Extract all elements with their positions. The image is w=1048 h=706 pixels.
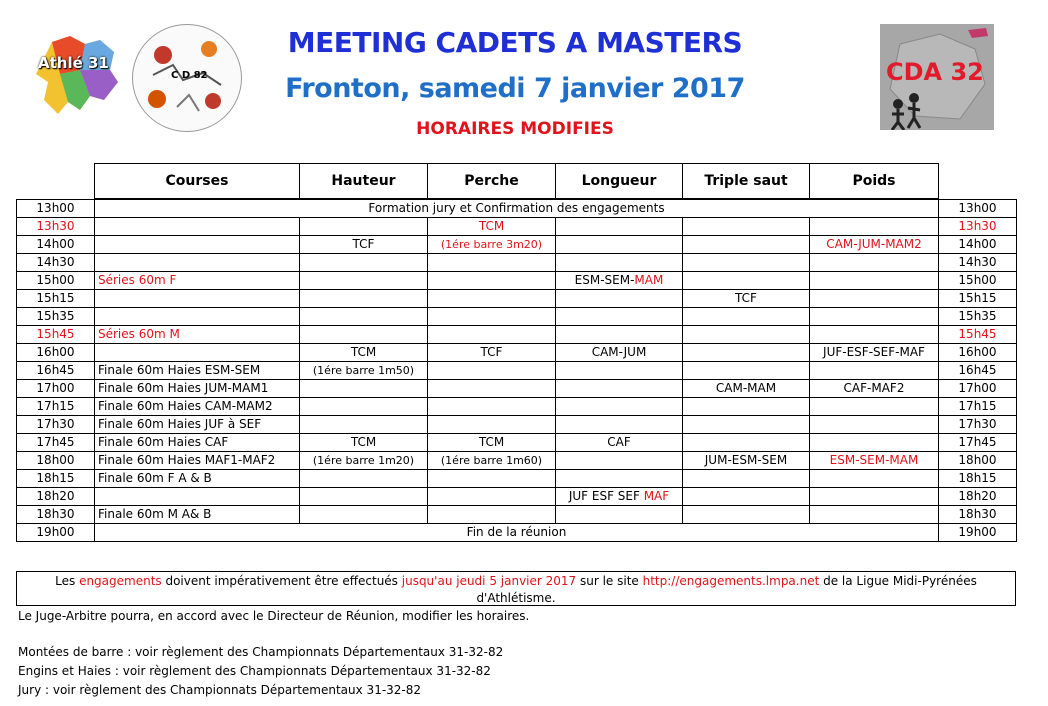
time-cell: 14h30 [17, 254, 95, 272]
poids-cell: CAF-MAF2 [810, 380, 939, 398]
time-cell-right: 19h00 [939, 524, 1017, 542]
table-row [17, 218, 1017, 236]
hauteur-cell: TCF [300, 236, 428, 254]
perche-cell: TCM [428, 434, 556, 452]
notice-text: d'Athlétisme. [476, 591, 556, 605]
modified-notice: HORAIRES MODIFIES [416, 119, 614, 139]
time-cell-right: 17h45 [939, 434, 1017, 452]
time-cell-right: 18h20 [939, 488, 1017, 506]
poids-cell: ESM-SEM-MAM [810, 452, 939, 470]
time-cell-right: 18h00 [939, 452, 1017, 470]
table-row [17, 416, 1017, 434]
cda32-logo [880, 24, 994, 130]
col-header-courses: Courses [95, 164, 300, 199]
table-row [17, 326, 1017, 344]
table-row [17, 380, 1017, 398]
courses-cell: Séries 60m F [95, 272, 300, 290]
longueur-cell [556, 488, 683, 506]
time-cell: 15h00 [17, 272, 95, 290]
courses-cell: Finale 60m Haies ESM-SEM [95, 362, 300, 380]
table-row [17, 506, 1017, 524]
table-row [17, 254, 1017, 272]
athle31-logo-text: Athlé 31 [38, 54, 109, 72]
table-row [17, 488, 1017, 506]
longueur-cell [556, 272, 683, 290]
time-cell-right: 16h00 [939, 344, 1017, 362]
footer-jury: Jury : voir règlement des Championnats Départementaux 31-32-82 [18, 683, 422, 697]
time-cell: 17h00 [17, 380, 95, 398]
time-cell-right: 15h35 [939, 308, 1017, 326]
span-cell: Fin de la réunion [95, 524, 939, 542]
notice-text: de la Ligue Midi-Pyrénées [819, 574, 977, 588]
time-cell: 16h00 [17, 344, 95, 362]
longueur-cell: CAM-JUM [556, 344, 683, 362]
time-cell: 18h15 [17, 470, 95, 488]
time-cell-right: 14h00 [939, 236, 1017, 254]
table-row [17, 470, 1017, 488]
time-cell: 15h35 [17, 308, 95, 326]
time-cell: 13h30 [17, 218, 95, 236]
poids-cell: CAM-JUM-MAM2 [810, 236, 939, 254]
cda32-logo-text: CDA 32 [886, 58, 984, 86]
col-header-longueur: Longueur [556, 164, 683, 199]
footer-montees: Montées de barre : voir règlement des Championnats Départementaux 31-32-82 [18, 645, 504, 659]
column-header-table [94, 163, 939, 199]
courses-cell: Finale 60m Haies CAF [95, 434, 300, 452]
notice-engagements: engagements [79, 574, 162, 588]
courses-cell: Finale 60m M A& B [95, 506, 300, 524]
time-cell: 13h00 [17, 200, 95, 218]
time-cell-right: 15h45 [939, 326, 1017, 344]
longueur-text: ESM-SEM- [574, 273, 635, 287]
table-row [17, 308, 1017, 326]
notice-text: doivent impérativement être effectués [161, 574, 402, 588]
hauteur-cell: (1ére barre 1m50) [300, 362, 428, 380]
time-cell: 17h30 [17, 416, 95, 434]
courses-cell: Finale 60m Haies JUF à SEF [95, 416, 300, 434]
registration-notice [16, 571, 1016, 606]
footer-juge-arbitre: Le Juge-Arbitre pourra, en accord avec le Directeur de Réunion, modifier les horaires. [18, 609, 530, 623]
table-row [17, 398, 1017, 416]
col-header-perche: Perche [428, 164, 556, 199]
time-cell-right: 13h30 [939, 218, 1017, 236]
event-subtitle: Fronton, samedi 7 janvier 2017 [285, 73, 745, 104]
page-title: MEETING CADETS A MASTERS [287, 26, 743, 59]
span-cell: Formation jury et Confirmation des engagements [95, 200, 939, 218]
time-cell: 18h20 [17, 488, 95, 506]
notice-link[interactable]: http://engagements.lmpa.net [642, 574, 820, 588]
perche-cell: (1ére barre 1m60) [428, 452, 556, 470]
table-row [17, 236, 1017, 254]
table-row [17, 524, 1017, 542]
courses-cell: Séries 60m M [95, 326, 300, 344]
time-cell-right: 13h00 [939, 200, 1017, 218]
longueur-cell: CAF [556, 434, 683, 452]
longueur-text-red: MAM [634, 273, 664, 287]
time-cell: 15h15 [17, 290, 95, 308]
triple-cell: TCF [683, 290, 810, 308]
table-row [17, 272, 1017, 290]
schedule-table [16, 199, 1017, 542]
time-cell: 18h30 [17, 506, 95, 524]
hauteur-cell: TCM [300, 434, 428, 452]
col-header-triple-saut: Triple saut [683, 164, 810, 199]
time-cell-right: 16h45 [939, 362, 1017, 380]
table-row [17, 452, 1017, 470]
time-cell: 16h45 [17, 362, 95, 380]
courses-cell: Finale 60m Haies CAM-MAM2 [95, 398, 300, 416]
cd82-logo-text: C D 82 [171, 70, 208, 81]
poids-cell: JUF-ESF-SEF-MAF [810, 344, 939, 362]
longueur-text: JUF ESF SEF [568, 489, 644, 503]
time-cell: 17h15 [17, 398, 95, 416]
time-cell-right: 17h00 [939, 380, 1017, 398]
perche-cell: TCM [428, 218, 556, 236]
time-cell: 17h45 [17, 434, 95, 452]
triple-cell: CAM-MAM [683, 380, 810, 398]
courses-cell: Finale 60m Haies MAF1-MAF2 [95, 452, 300, 470]
time-cell-right: 17h15 [939, 398, 1017, 416]
time-cell-right: 15h00 [939, 272, 1017, 290]
time-cell: 14h00 [17, 236, 95, 254]
table-row [17, 200, 1017, 218]
time-cell-right: 14h30 [939, 254, 1017, 272]
courses-cell: Finale 60m Haies JUM-MAM1 [95, 380, 300, 398]
hauteur-cell: (1ére barre 1m20) [300, 452, 428, 470]
notice-deadline: jusqu'au jeudi 5 janvier 2017 [401, 574, 577, 588]
notice-text: sur le site [576, 574, 643, 588]
triple-cell: JUM-ESM-SEM [683, 452, 810, 470]
time-cell-right: 18h30 [939, 506, 1017, 524]
hauteur-cell: TCM [300, 344, 428, 362]
time-cell: 19h00 [17, 524, 95, 542]
perche-cell: (1ére barre 3m20) [428, 236, 556, 254]
time-cell-right: 18h15 [939, 470, 1017, 488]
courses-cell: Finale 60m F A & B [95, 470, 300, 488]
table-row [17, 290, 1017, 308]
footer-engins: Engins et Haies : voir règlement des Championnats Départementaux 31-32-82 [18, 664, 491, 678]
perche-cell: TCF [428, 344, 556, 362]
time-cell: 18h00 [17, 452, 95, 470]
table-row [17, 362, 1017, 380]
col-header-poids: Poids [810, 164, 939, 199]
table-row [17, 344, 1017, 362]
notice-text: Les [55, 574, 80, 588]
time-cell: 15h45 [17, 326, 95, 344]
table-row [17, 434, 1017, 452]
longueur-text-red: MAF [643, 489, 670, 503]
athle31-logo [30, 30, 122, 120]
time-cell-right: 15h15 [939, 290, 1017, 308]
time-cell-right: 17h30 [939, 416, 1017, 434]
col-header-hauteur: Hauteur [300, 164, 428, 199]
